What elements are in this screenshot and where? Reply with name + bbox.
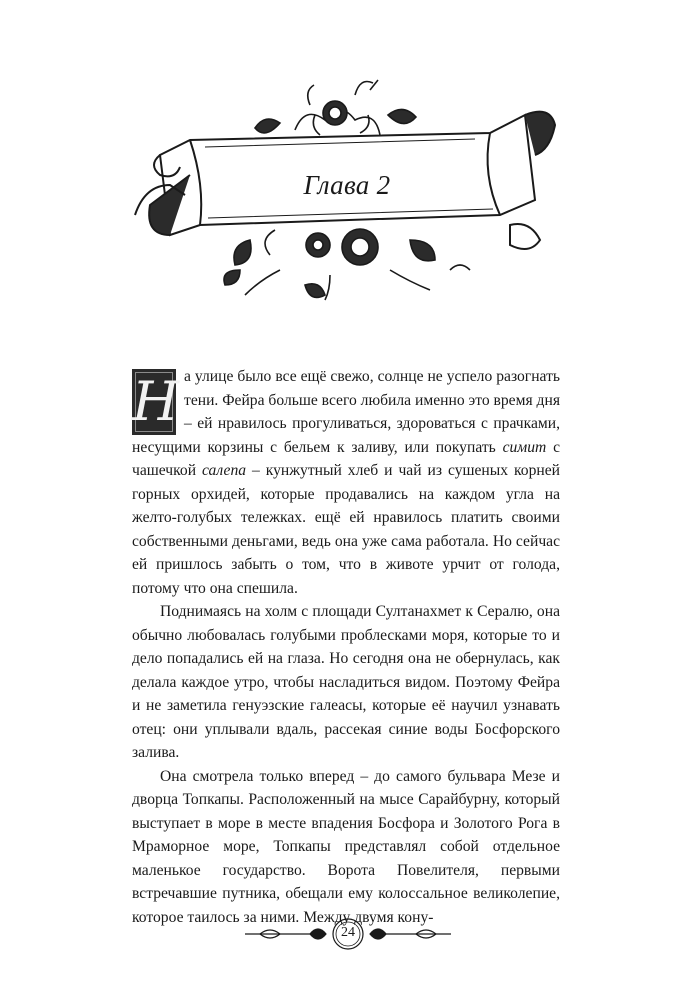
paragraph-3-text bbox=[132, 768, 560, 926]
chapter-body-text bbox=[132, 365, 560, 929]
paragraph bbox=[132, 365, 560, 600]
page-number: 24 bbox=[341, 925, 355, 940]
text-run: а улице было все ещё свежо, солнце не успело разогнать тени. Фейра больше всего любила именно это время дня – ей нравилось прогуливаться, здороваться с прачками, несущими корзины с бельем к заливу, или покупать bbox=[132, 368, 560, 456]
text-run: Поднимаясь на холм с площади Султанахмет к Сералю, она обычно любовалась голубыми проблесками моря, которые то и дело попадались ей на глаза. Но сегодня она не обернулась, как делала каждое утро, чтобы насладиться видом. Поэтому Фейра и не заметила генуэзские галеасы, которые её научил узнавать отец: они уплывали вдаль, рассекая синие воды Босфорского залива. bbox=[132, 603, 560, 761]
italic-term: салепа bbox=[202, 462, 247, 479]
drop-cap-letter: Н bbox=[132, 370, 180, 433]
chapter-title: Глава 2 bbox=[303, 170, 391, 200]
top-flowers bbox=[255, 80, 416, 135]
paragraph-1-text bbox=[132, 368, 560, 597]
paragraph-2-text bbox=[132, 603, 560, 761]
drop-cap bbox=[132, 369, 180, 435]
italic-term: симит bbox=[502, 438, 547, 456]
paragraph bbox=[132, 765, 560, 930]
bottom-flowers bbox=[224, 229, 470, 300]
paragraph bbox=[132, 600, 560, 765]
text-run: с чашечкой bbox=[132, 438, 560, 479]
text-run: Она смотрела только вперед – до самого бульвара Мезе и дворца Топкапы. Расположенный на мысе Сарайбурну, который выступает в море в месте впадения Босфора и Золотого Рога в Мраморное море, Топкапы представлял собой отдельное маленькое государство. Ворота Повелителя, первыми встречавшие путника, обещали ему колоссальное великолепие, которое таилось за ними. Между двумя кону- bbox=[132, 767, 560, 926]
text-run: – кунжутный хлеб и чай из сушеных корней горных орхидей, которые продавались на каждом угла на желто-голубых тележках. ещё ей нравилось платить своими собственными деньгами, ведь она уже сама работала. Но сейчас ей пришлось забыть о том, что в животе урчит от голода, потому что она спешила. bbox=[132, 462, 560, 597]
